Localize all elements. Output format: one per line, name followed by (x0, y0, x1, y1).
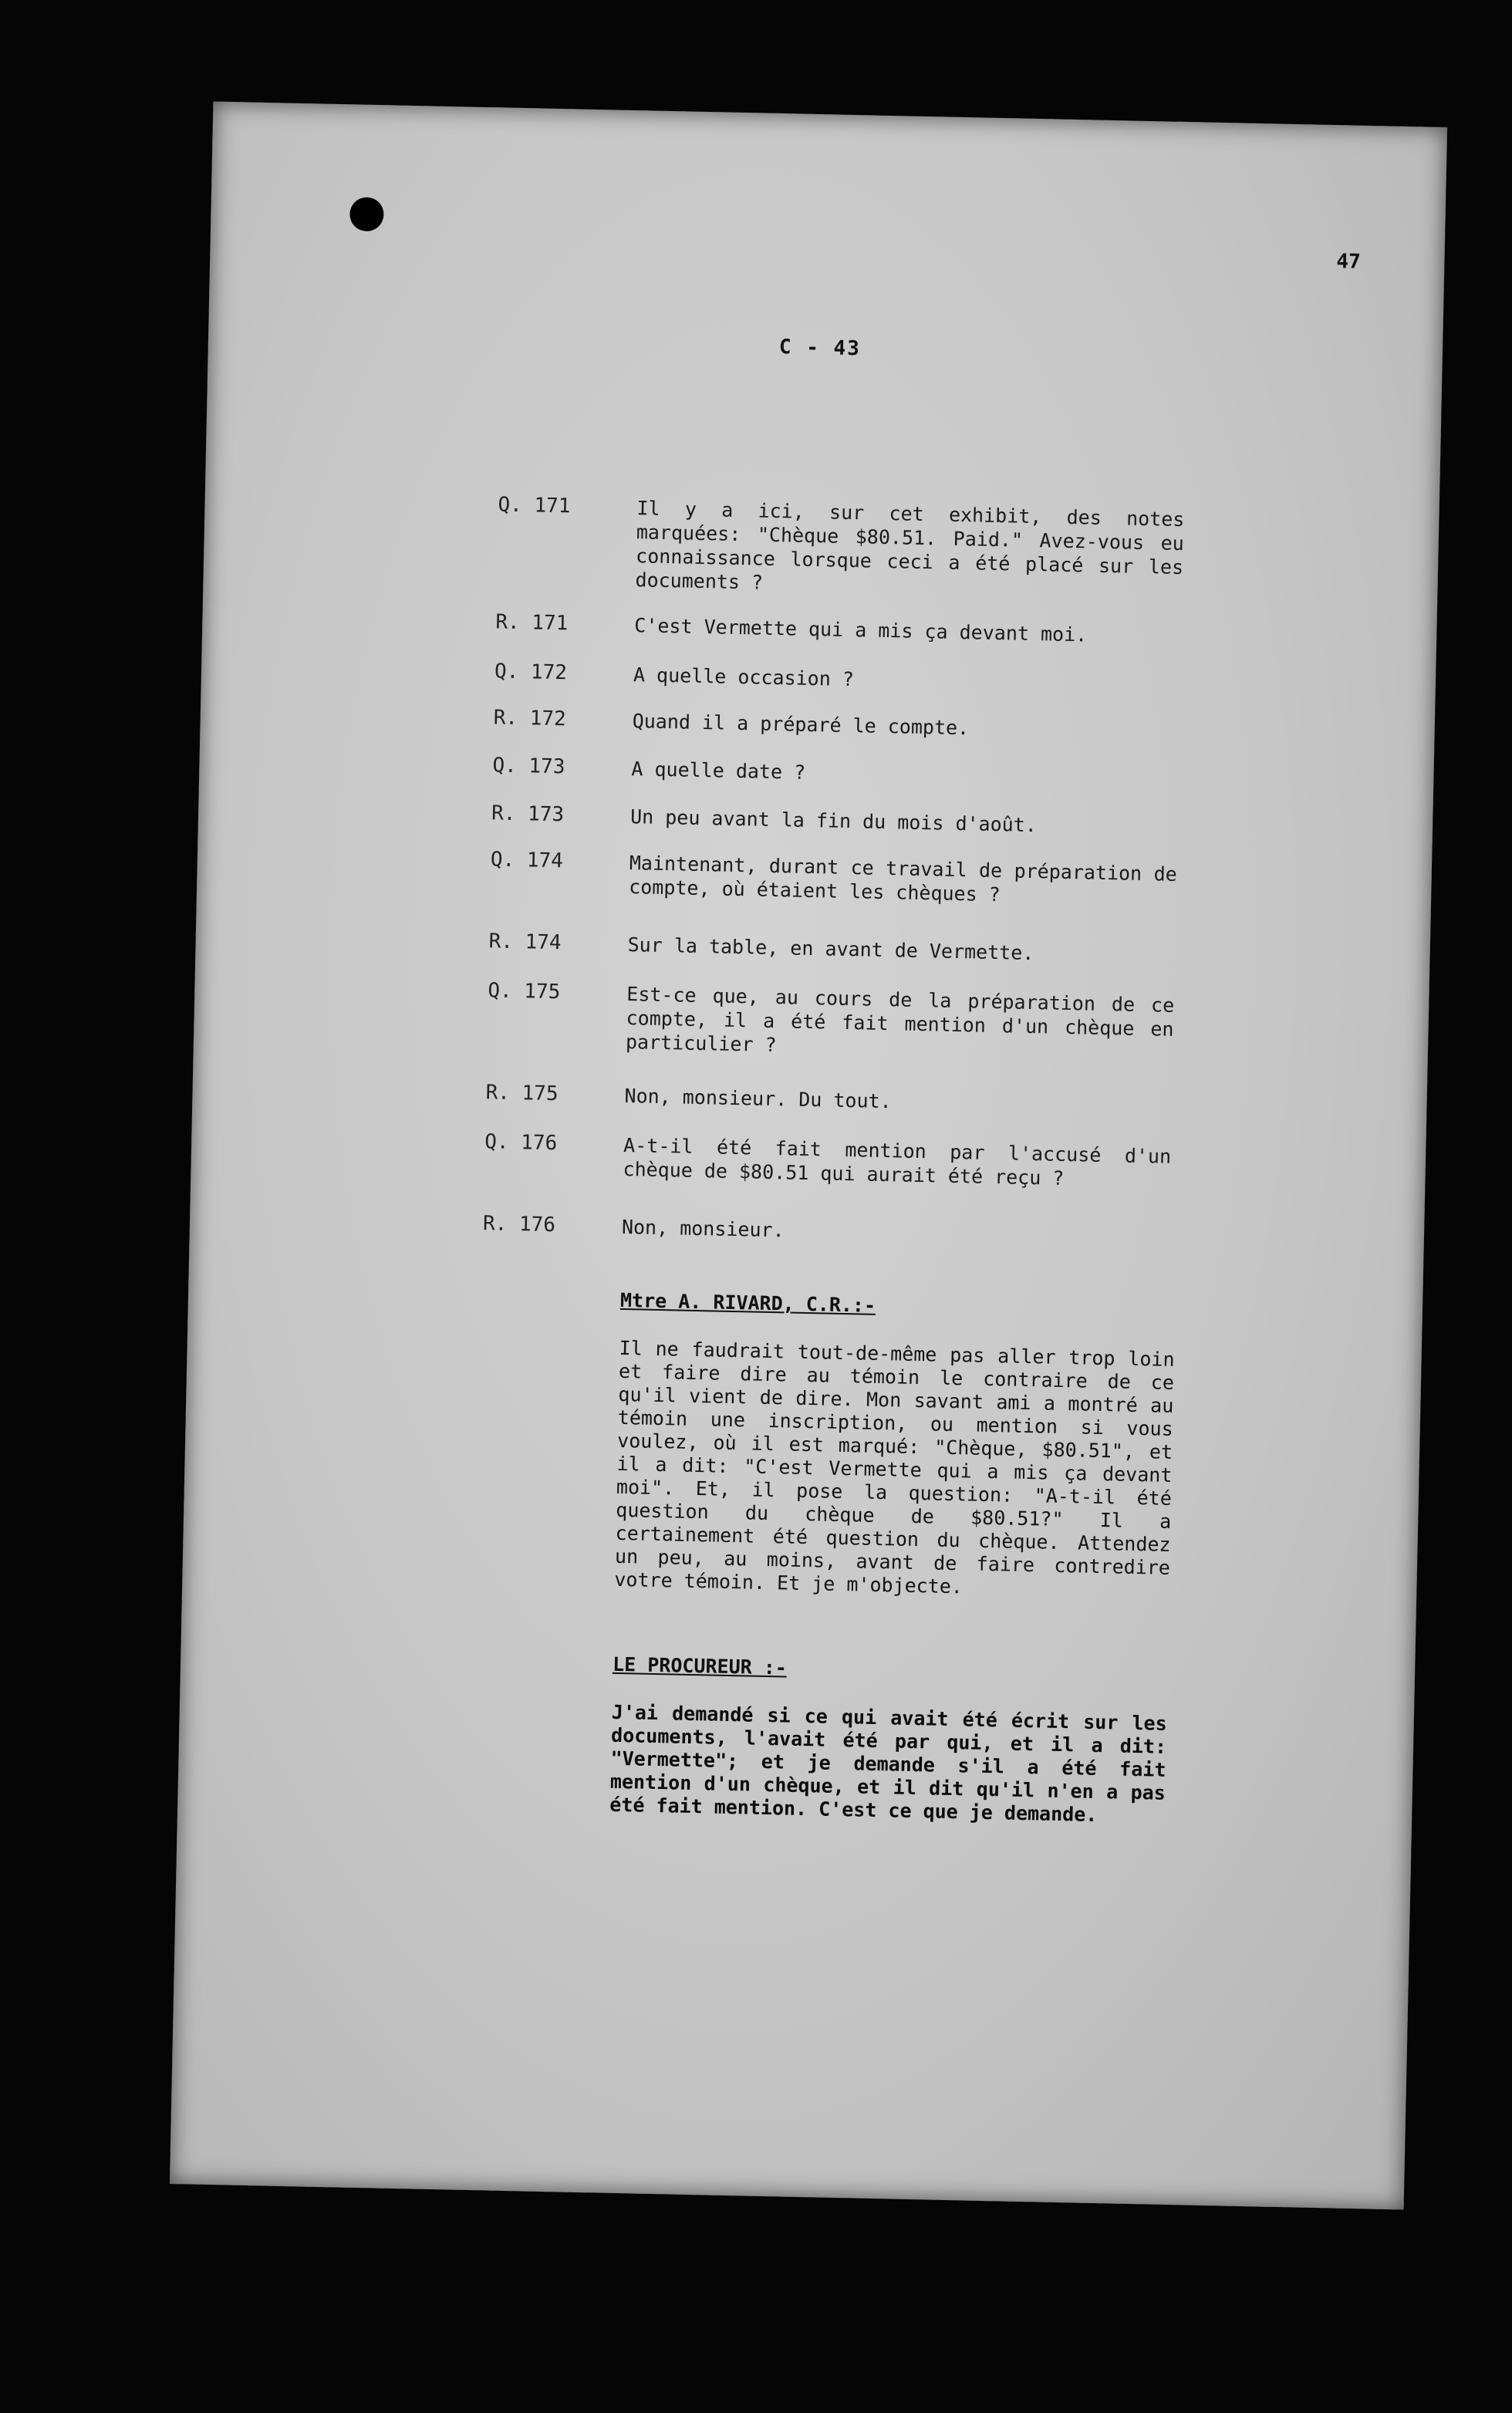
exchange-q171 (205, 487, 1439, 594)
exchange-label: R. 175 (485, 1081, 559, 1106)
exchange-label: Q. 175 (488, 979, 561, 1004)
document-reference: C - 43 (778, 335, 862, 361)
exchange-r176 (190, 1206, 1424, 1242)
exchange-text: Non, monsieur. Du tout. (624, 1084, 892, 1113)
exchange-r172 (201, 700, 1435, 740)
exchange-label: R. 174 (488, 930, 562, 955)
exchange-label: Q. 171 (498, 493, 571, 518)
exchange-text: Un peu avant la fin du mois d'août. (629, 805, 1038, 837)
exchange-text: A quelle date ? (631, 758, 806, 784)
exchange-r171 (203, 604, 1437, 646)
exchange-label: R. 172 (493, 706, 567, 731)
exchange-q176 (192, 1124, 1426, 1190)
exchange-text: A-t-il été fait mention par l'accusé d'un chèque de $80.51 qui aurait été reçu ? (623, 1133, 1172, 1190)
exchange-label: R. 171 (495, 610, 569, 636)
exchange-r174 (196, 923, 1430, 965)
exchange-text: A quelle occasion ? (633, 663, 855, 691)
exchange-q175 (195, 973, 1429, 1057)
speaker-heading: LE PROCUREUR :- (612, 1652, 788, 1679)
exchange-text: Sur la table, en avant de Vermette. (627, 933, 1034, 965)
exchange-text: Maintenant, durant ce travail de préparation de compte, où étaient les chèques ? (628, 852, 1178, 906)
exchange-q174 (197, 842, 1432, 906)
exchange-text: Il y a ici, sur cet exhibit, des notes marquées: "Chèque $80.51. Paid." Avez-vous eu connaissance lorsque ceci a été placé sur les documents ? (635, 497, 1185, 594)
speaker-statement: J'ai demandé si ce qui avait été écrit sur les documents, l'avait été par qui, et il a dit: "Vermette"; et je demande s'il a été fait mention d'un chèque, et il dit qu'il n'en a pas été fait mention. C'est ce que je demande. (609, 1700, 1167, 1827)
exchange-label: R. 176 (482, 1212, 556, 1237)
exchange-text: Quand il a préparé le compte. (632, 710, 970, 740)
exchange-text: C'est Vermette qui a mis ça devant moi. (634, 614, 1088, 646)
exchange-label: Q. 172 (494, 660, 568, 685)
exchange-text: Est-ce que, au cours de la préparation de ce compte, il a été fait mention d'un chèque en particulier ? (625, 983, 1175, 1057)
speaker-heading: Mtre A. RIVARD, C.R.:- (619, 1288, 876, 1317)
exchange-label: Q. 174 (490, 848, 564, 873)
speaker-statement: Il ne faudrait tout-de-même pas aller trop loin et faire dire au témoin le contraire de ce qu'il vient de dire. Mon savant ami a montré au témoin une inscription, ou mention si vous voulez, où il est marqué: "Chèque, $80.51", et il a dit: "C'est Vermette qui a mis ça devant moi". Et, il pose la question: "A-t-il été question du chèque de $80.51?" Il a certainement été question du chèque. Attendez un peu, au moins, avant de faire contredire votre témoin. Et je m'objecte. (614, 1336, 1175, 1598)
exchange-label: Q. 173 (492, 754, 565, 779)
exchange-label: R. 173 (491, 802, 565, 827)
exchange-label: Q. 176 (484, 1130, 558, 1156)
document-page (170, 102, 1447, 2210)
exchange-r173 (199, 795, 1433, 837)
page-number: 47 (1336, 250, 1362, 274)
exchange-text: Non, monsieur. (621, 1215, 785, 1242)
punch-hole (349, 197, 384, 231)
exchange-q173 (200, 748, 1434, 784)
exchange-q172 (201, 653, 1436, 691)
exchange-r175 (193, 1075, 1427, 1113)
